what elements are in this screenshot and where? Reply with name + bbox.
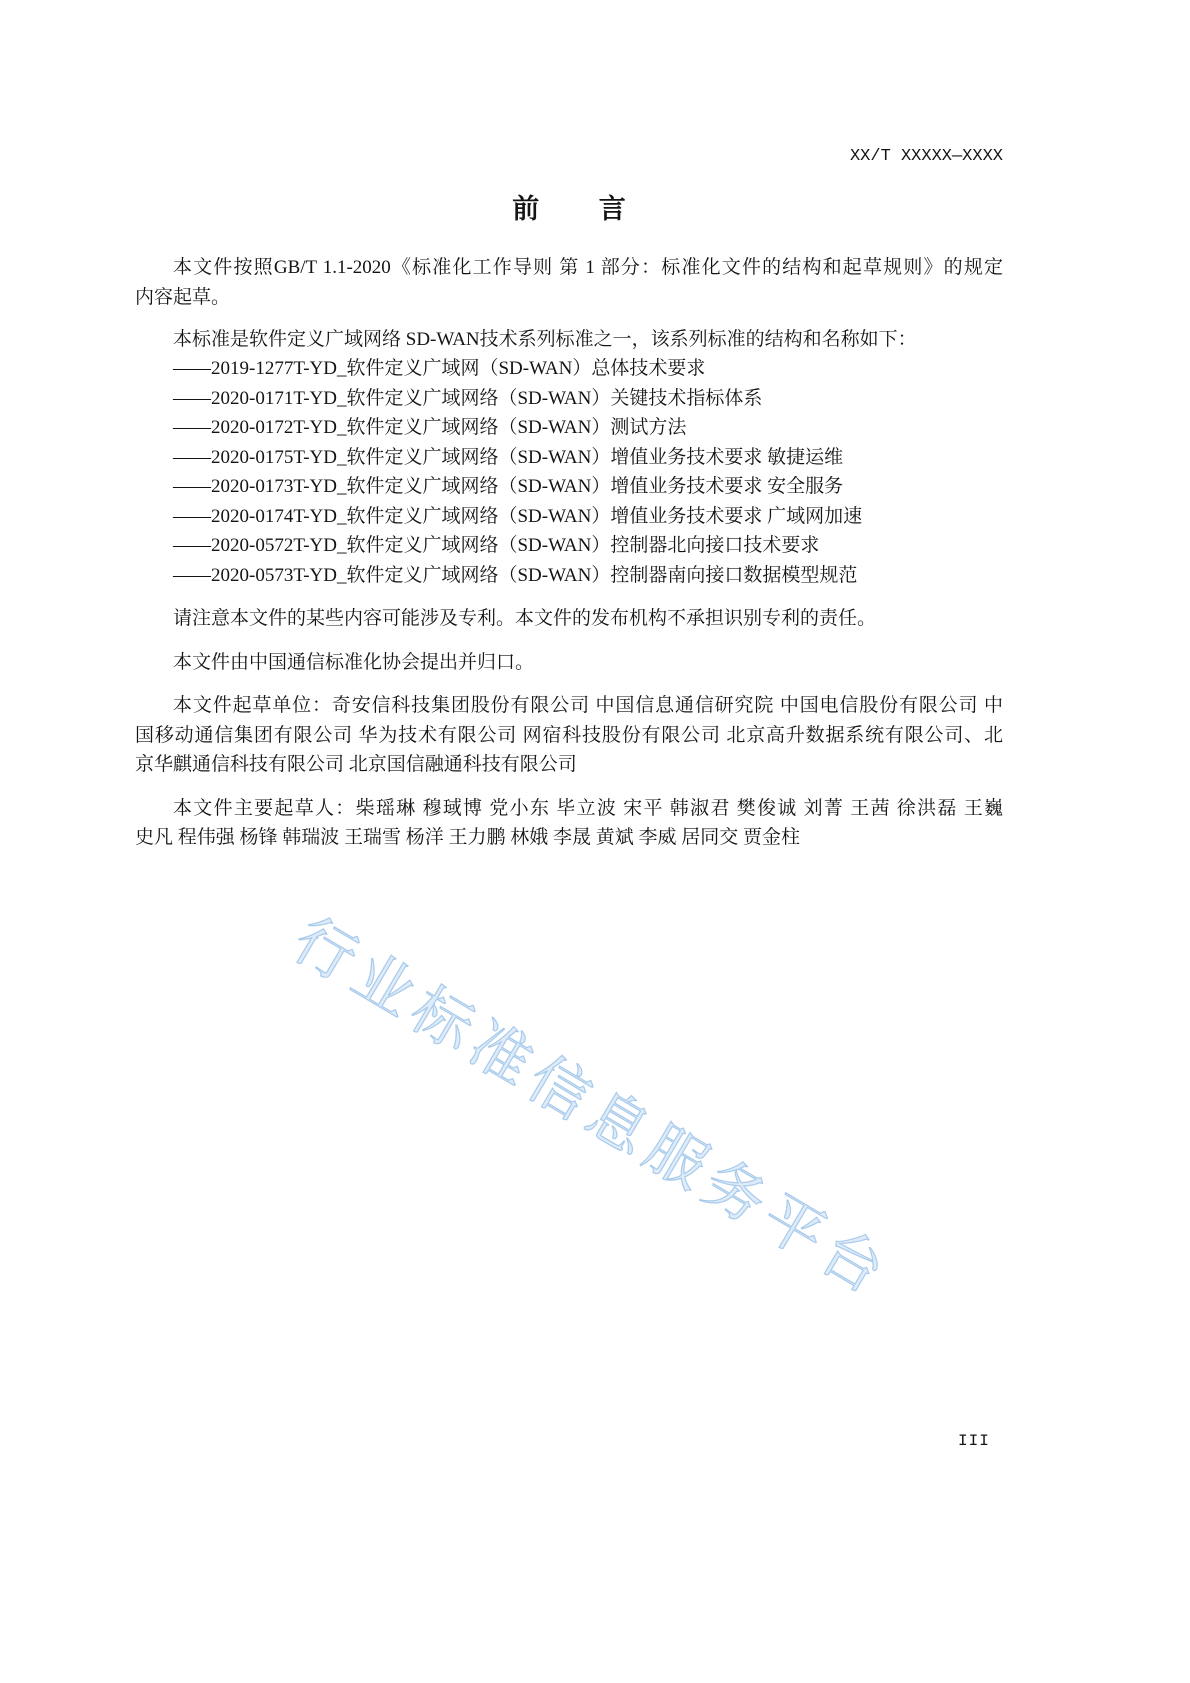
document-number-header: XX/T XXXXX—XXXX (849, 147, 1003, 166)
paragraph-patent-notice (135, 604, 1003, 634)
series-list-item: ——2020-0173T-YD_软件定义广域网络（SD-WAN）增值业务技术要求 安全服务 (173, 476, 844, 497)
paragraph-proposer (135, 648, 1003, 678)
paragraph-line: 请注意本文件的某些内容可能涉及专利。本文件的发布机构不承担识别专利的责任。 (173, 608, 877, 629)
series-list-item: ——2020-0573T-YD_软件定义广域网络（SD-WAN）控制器南向接口数据模型规范 (173, 564, 858, 586)
paragraph-drafters (135, 794, 1003, 853)
series-list-item: ——2020-0172T-YD_软件定义广域网络（SD-WAN）测试方法 (173, 417, 687, 438)
foreword-body (135, 253, 1003, 853)
paragraph-line: 史凡 程伟强 杨锋 韩瑞波 王瑞雪 杨洋 王力鹏 林娥 李晟 黄斌 李威 居同交 贾金柱 (135, 827, 801, 848)
paragraph-drafting-units (135, 691, 1003, 780)
series-list-item: ——2020-0175T-YD_软件定义广域网络（SD-WAN）增值业务技术要求 敏捷运维 (173, 446, 844, 468)
paragraph-line: 国移动通信集团有限公司 华为技术有限公司 网宿科技股份有限公司 北京高升数据系统有限公司、北 (135, 724, 1003, 746)
series-list-item: ——2019-1277T-YD_软件定义广域网（SD-WAN）总体技术要求 (173, 358, 706, 379)
paragraph-line: 本文件起草单位：奇安信科技集团股份有限公司 中国信息通信研究院 中国电信股份有限公司 中 (173, 695, 1003, 716)
paragraph-line: 本文件主要起草人：柴瑶琳 穆琙博 党小东 毕立波 宋平 韩淑君 樊俊诚 刘菁 王茜 徐洪磊 王巍 (173, 797, 1003, 819)
page-number: III (958, 1432, 990, 1450)
paragraph-series-intro (135, 325, 1003, 591)
paragraph-line: 内容起草。 (135, 286, 231, 308)
watermark-text: 行业标准信息服务平台 (281, 904, 903, 1312)
page-title: 前 言 (512, 194, 626, 225)
series-list-item: ——2020-0174T-YD_软件定义广域网络（SD-WAN）增值业务技术要求 广域网加速 (173, 505, 863, 527)
paragraph-line: 京华麒通信科技有限公司 北京国信融通科技有限公司 (135, 754, 577, 775)
series-list-item: ——2020-0572T-YD_软件定义广域网络（SD-WAN）控制器北向接口技术要求 (173, 535, 820, 556)
paragraph-line: 本文件按照GB/T 1.1-2020《标准化工作导则 第 1 部分：标准化文件的结构和起草规则》的规定 (173, 257, 1003, 278)
paragraph-line: 本标准是软件定义广域网络 SD-WAN技术系列标准之一，该系列标准的结构和名称如下： (173, 328, 917, 350)
series-list-item: ——2020-0171T-YD_软件定义广域网络（SD-WAN）关键技术指标体系 (173, 387, 763, 409)
paragraph-line: 本文件由中国通信标准化协会提出并归口。 (173, 651, 535, 673)
paragraph-drafting-basis (135, 253, 1003, 312)
